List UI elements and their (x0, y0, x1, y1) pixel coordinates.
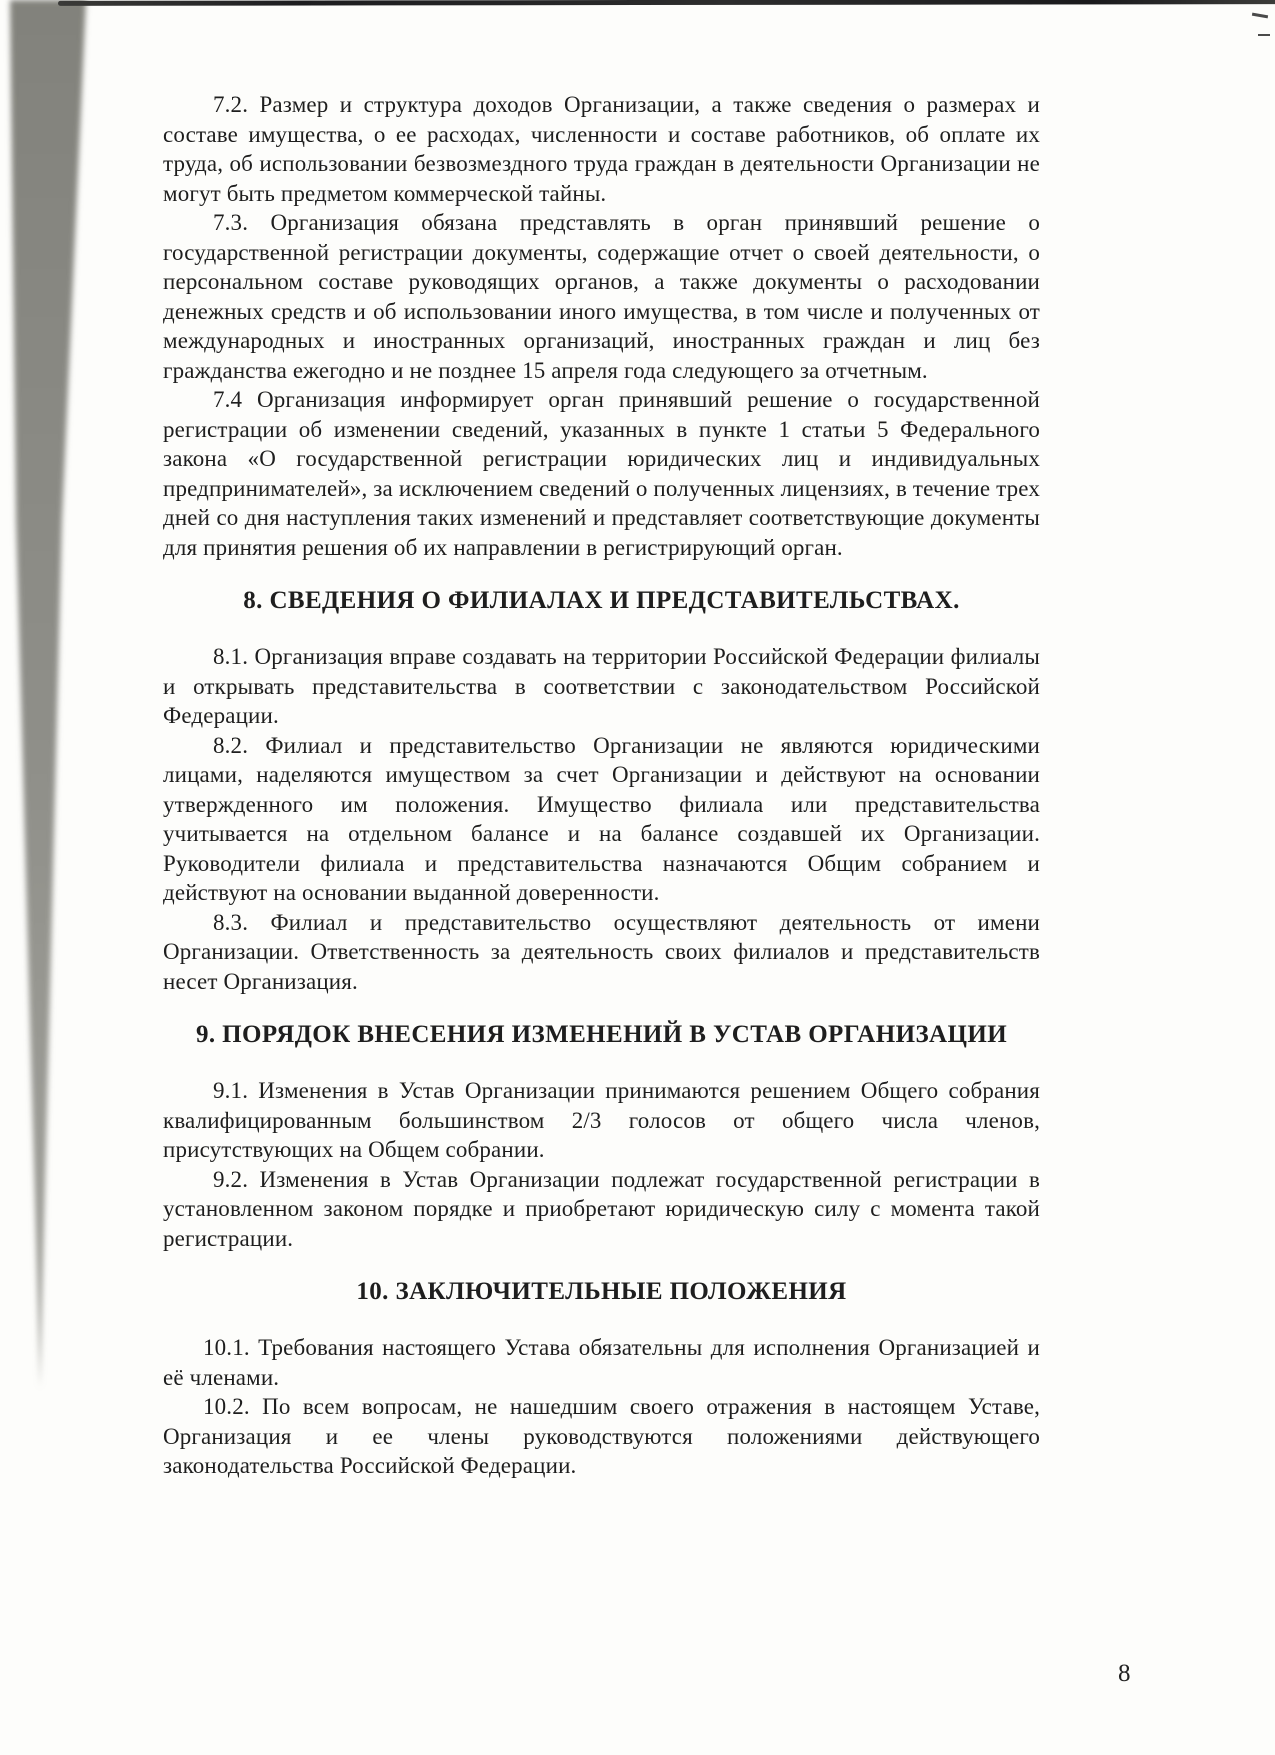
page-number: 8 (1118, 1660, 1131, 1687)
paragraph-9-2: 9.2. Изменения в Устав Организации подлежат государственной регистрации в установленном законом порядке и приобретают юридическую силу с момента такой регистрации. (163, 1166, 1040, 1251)
scan-artifact (1258, 34, 1270, 36)
paragraph-8-1: 8.1. Организация вправе создавать на территории Российской Федерации филиалы и открывать представительства в соответствии с законодательством Российской Федерации. (163, 644, 1040, 728)
paragraph-7-2: 7.2. Размер и структура доходов Организации, а также сведения о размерах и составе имущества, о ее расходах, численности и составе работников, об оплате их труда, об использовании безвозмездного труда граждан в деятельности Организации не могут быть предметом коммерческой тайны. (163, 92, 1040, 206)
paragraph-7-3: 7.3. Организация обязана представлять в орган принявший решение о государственной регистрации документы, содержащие отчет о своей деятельности, о персональном составе руководящих органов, а также документы о расходовании денежных средств и об использовании иного имущества, в том числе и полученных от международных и иностранных организаций, иностранных граждан и лиц без гражданства ежегодно и не позднее 15 апреля года следующего за отчетным. (163, 210, 1040, 383)
page-content (163, 90, 1040, 1481)
section-heading-10: 10. ЗАКЛЮЧИТЕЛЬНЫЕ ПОЛОЖЕНИЯ (356, 1278, 847, 1305)
scanner-edge-line (58, 0, 1275, 6)
paragraph-8-2: 8.2. Филиал и представительство Организации не являются юридическими лицами, наделяются имуществом за счет Организации и действуют на основании утвержденного им положения. Имущество филиала или представительства учитывается на отдельном балансе и на балансе создавшей их Организации. Руководители филиала и представительства назначаются Общим собранием и действуют на основании выданной доверенности. (163, 732, 1040, 905)
paragraph-10-1: 10.1. Требования настоящего Устава обязательны для исполнения Организацией и её членами. (163, 1335, 1040, 1390)
paragraph-7-4: 7.4 Организация информирует орган принявший решение о государственной регистрации об изменении сведений, указанных в пункте 1 статьи 5 Федерального закона «О государственной регистрации юридических лиц и индивидуальных предпринимателей», за исключением сведений о полученных лицензиях, в течение трех дней со дня наступления таких изменений и представляет соответствующие документы для принятия решения об их направлении в регистрирующий орган. (163, 387, 1040, 560)
paragraph-8-3: 8.3. Филиал и представительство осуществляют деятельность от имени Организации. Ответственность за деятельность своих филиалов и представительств несет Организация. (163, 909, 1040, 994)
section-heading-8: 8. СВЕДЕНИЯ О ФИЛИАЛАХ И ПРЕДСТАВИТЕЛЬСТВАХ. (243, 587, 960, 614)
paragraph-9-1: 9.1. Изменения в Устав Организации принимаются решением Общего собрания квалифицированным большинством 2/3 голосов от общего числа членов, присутствующих на Общем собрании. (163, 1078, 1040, 1162)
section-heading-9: 9. ПОРЯДОК ВНЕСЕНИЯ ИЗМЕНЕНИЙ В УСТАВ ОРГАНИЗАЦИИ (195, 1021, 1008, 1048)
paragraph-10-2: 10.2. По всем вопросам, не нашедшим своего отражения в настоящем Уставе, Организация и ее члены руководствуются положениями действующего законодательства Российской Федерации. (163, 1394, 1040, 1478)
scanner-shadow-band (0, 0, 110, 1420)
scan-artifact (1252, 13, 1268, 19)
